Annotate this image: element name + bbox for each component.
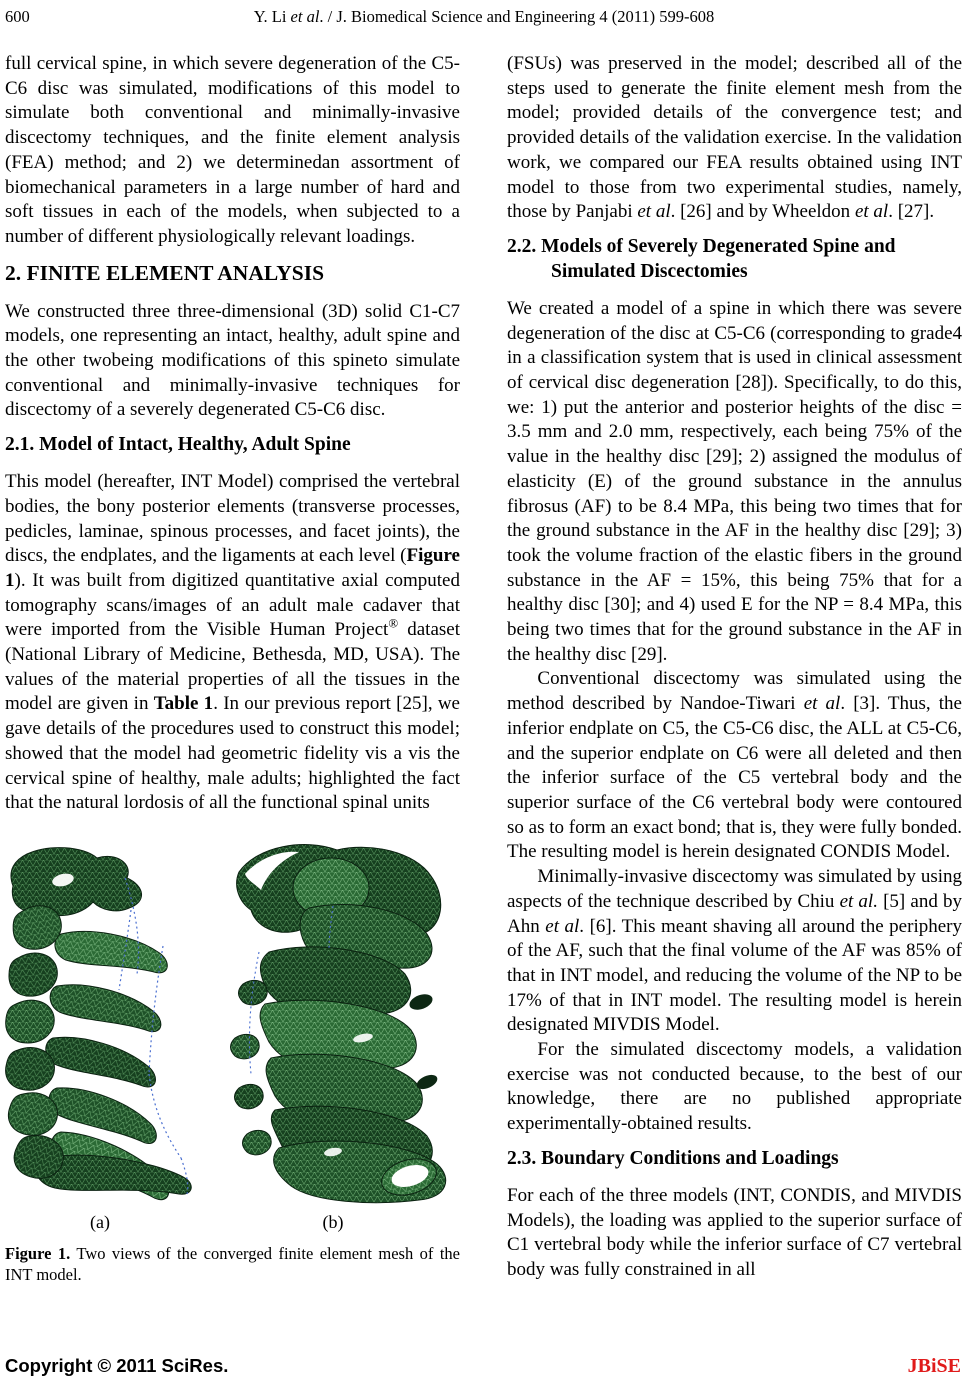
- journal-logo: JBiSE: [907, 1355, 961, 1377]
- paragraph-int-model: This model (hereafter, INT Model) comprised the vertebral bodies, the bony posterior elements (transverse processes, pedicles, laminae, spinous processes, and facet joints), the discs, the endplates, and the ligaments at each level (Figure 1). It was built from digitized quantitative axial computed tomography scans/images of an adult male cadaver that were imported from the Visible Human Project® dataset (National Library of Medicine, Bethesda, MD, USA). The values of the material properties of all the tissues in the model are given in Table 1. In our previous report [25], we gave details of the procedures used to construct this model; showed that the model had geometric fidelity vis a vis the cervical spine of healthy, male adults; highlighted the fact that the natural lordosis of all the functional spinal units: [5, 471, 460, 814]
- spine-mesh-view-a-image: [5, 842, 195, 1207]
- paragraph-boundary-conditions: For each of the three models (INT, CONDIS, and MIVDIS Models), the loading was applied to the superior surface of C1 vertebral body while the inferior surface of C7 vertebral body was fully constrained in all: [507, 1184, 962, 1280]
- section-heading-2-3: 2.3. Boundary Conditions and Loadings: [507, 1147, 839, 1169]
- spine-mesh-view-b-image: [213, 842, 453, 1207]
- figure-label-a: (a): [90, 1211, 110, 1232]
- section-heading-2-1: 2.1. Model of Intact, Healthy, Adult Spine: [5, 434, 351, 456]
- section-heading-2: 2. FINITE ELEMENT ANALYSIS: [5, 260, 325, 285]
- section-heading-2-2: [507, 234, 962, 284]
- copyright-notice: Copyright © 2011 SciRes.: [5, 1355, 229, 1376]
- paragraph-fsus-continuation: (FSUs) was preserved in the model; described all of the steps used to generate the finite element mesh from the model; provided details of the convergence test; and provided details of the validation exercise. In the validation work, we compared our FEA results obtained using INT model to those from two experimental studies, namely, those by Panjabi et al. [26] and by Wheeldon et al. [27].: [507, 53, 962, 223]
- page-header: [5, 7, 963, 31]
- figure-label-b: (b): [322, 1211, 344, 1232]
- paragraph-degenerated-model: We created a model of a spine in which there was severe degeneration of the disc at C5-C6 (corresponding to grade4 in a classification system that is used in clinical assessment of cervical disc degeneration [28]). Specifically, to do this, we: 1) put the anterior and posterior heights of the disc = 3.5 mm and 2.0 mm, respectively, each being 75% of the value in the healthy disc [29]; 2) assigned the modulus of elasticity (E) of the ground substance in the annulus fibrosus (AF) to be 8.4 MPa, this being two times that for the ground substance in the AF in the healthy disc [29]; 3) took the volume fraction of the elastic fibers in the ground substance in the AF = 15%, this being 75% that for a healthy disc [30]; and 4) used E for the NP = 8.4 MPa, this being two times that for the ground substance in the AF in the healthy disc [29].: [507, 297, 962, 665]
- figure-1-sublabels: [5, 1212, 460, 1233]
- paragraph-mivdis: Minimally-invasive discectomy was simulated by using aspects of the technique described by Chiu et al. [5] and by Ahn et al. [6]. This meant shaving all around the periphery of the AF, such that the final volume of the AF was 85% of that in INT model, and reducing the volume of the NP to be 17% of that in INT model. The resulting model is herein designated MIVDIS Model.: [507, 866, 962, 1036]
- right-column: [507, 52, 962, 1285]
- paragraph-three-models: We constructed three three-dimensional (3D) solid C1-C7 models, one representing an intact, healthy, adult spine and the other twobeing modifications of this spineto simulate conventional and minimally-invasive techniques for discectomy of a severely degenerated C5-C6 disc.: [5, 300, 460, 421]
- figure-1-caption: Figure 1. Two views of the converged finite element mesh of the INT model.: [5, 1243, 460, 1284]
- running-title: Y. Li et al. / J. Biomedical Science and Engineering 4 (2011) 599-608: [253, 7, 715, 26]
- figure-1: [5, 842, 460, 1285]
- section-heading-2-2-line2: Simulated Discectomies: [551, 260, 748, 282]
- paragraph-condis: Conventional discectomy was simulated using the method described by Nandoe-Tiwari et al. [3]. Thus, the inferior endplate on C5, the C5-C6 disc, the ALL at C5-C6, and the superior endplate on C6 were all deleted and then the inferior surface of the C5 vertebral body and the superior surface of the C6 vertebral body were contoured so as to form an exact bond; that is, they were fully bonded. The resulting model is herein designated CONDIS Model.: [507, 668, 962, 863]
- ligament-dotted-lines: [119, 878, 188, 1194]
- two-column-body: [5, 52, 963, 1285]
- section-heading-2-2-line1: 2.2. Models of Severely Degenerated Spine and: [507, 235, 896, 257]
- paragraph-validation-note: For the simulated discectomy models, a validation exercise was not conducted because, to the best of our knowledge, there are no published appropriate experimentally-obtained results.: [507, 1039, 962, 1135]
- figure-1-images: [5, 842, 460, 1207]
- page-number: 600: [5, 7, 30, 26]
- left-column: [5, 52, 460, 1285]
- paragraph-intro-continuation: full cervical spine, in which severe degeneration of the C5-C6 disc was simulated, modifications of this model to simulate both conventional and minimally-invasive discectomy techniques, and the finite element analysis (FEA) method; and 2) we determinedan assortment of biomechanical parameters in a large number of hard and soft tissues in each of the models, when subjected to a number of different physiologically relevant loadings.: [5, 53, 460, 247]
- page-footer: [5, 1355, 961, 1378]
